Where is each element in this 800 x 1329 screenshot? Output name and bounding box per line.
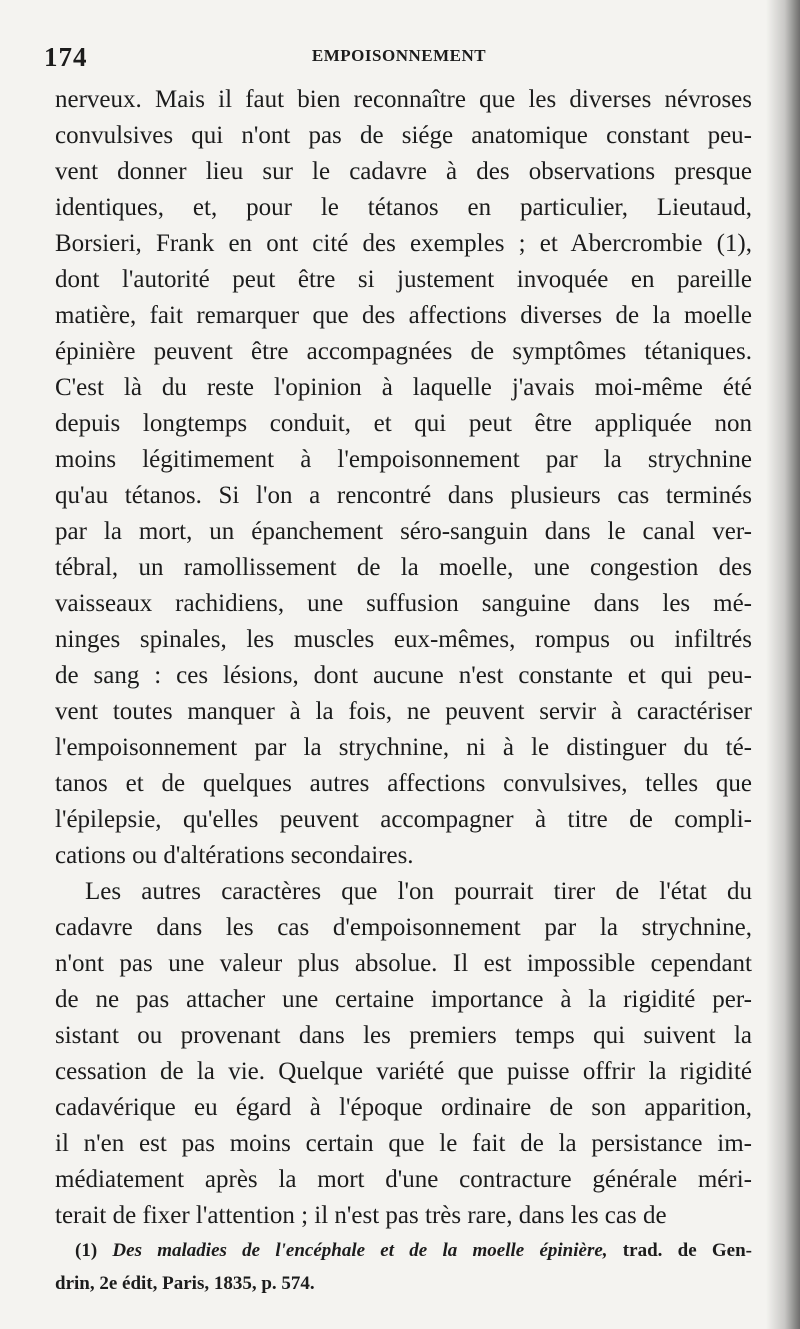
footnote-rest: trad. de Gen- [607, 1240, 752, 1261]
text-line: tébral, un ramollissement de la moelle, une congestion des [55, 554, 752, 581]
text-line: depuis longtemps conduit, et qui peut être appliquée non [55, 410, 752, 437]
text-line: C'est là du reste l'opinion à laquelle j'avais moi-même été [55, 374, 752, 401]
text-line: sistant ou provenant dans les premiers temps qui suivent la [55, 1022, 752, 1049]
text-line: Borsieri, Frank en ont cité des exemples ; et Abercrombie (1), [55, 230, 752, 257]
text-line: cessation de la vie. Quelque variété que puisse offrir la rigidité [55, 1058, 752, 1085]
text-line: vaisseaux rachidiens, une suffusion sanguine dans les mé- [55, 590, 752, 617]
text-line: par la mort, un épanchement séro-sanguin dans le canal ver- [55, 518, 752, 545]
footnote [55, 1234, 752, 1300]
text-line: cadavérique eu égard à l'époque ordinaire de son apparition, [55, 1094, 752, 1121]
text-line: Les autres caractères que l'on pourrait tirer de l'état du [85, 878, 752, 905]
text-line: ninges spinales, les muscles eux-mêmes, rompus ou infiltrés [55, 626, 752, 653]
footnote-line [55, 1234, 752, 1267]
text-line: terait de fixer l'attention ; il n'est pas très rare, dans les cas de [55, 1202, 667, 1229]
footnote-title: Des maladies de l'encéphale et de la moelle épinière, [112, 1240, 608, 1261]
text-line: matière, fait remarquer que des affections diverses de la moelle [55, 302, 752, 329]
page-header [44, 38, 754, 78]
text-line: moins légitimement à l'empoisonnement par la strychnine [55, 446, 752, 473]
footnote-marker: (1) [75, 1240, 113, 1261]
running-head: EMPOISONNEMENT [311, 46, 487, 65]
text-line: cadavre dans les cas d'empoisonnement par la strychnine, [55, 914, 752, 941]
text-line: cations ou d'altérations secondaires. [55, 842, 414, 869]
text-line: vent toutes manquer à la fois, ne peuvent servir à caractériser [55, 698, 752, 725]
text-line: nerveux. Mais il faut bien reconnaître que les diverses névroses [55, 86, 752, 113]
text-line: médiatement après la mort d'une contracture générale méri- [55, 1166, 752, 1193]
text-line: l'épilepsie, qu'elles peuvent accompagner à titre de compli- [55, 806, 752, 833]
text-line: l'empoisonnement par la strychnine, ni à le distinguer du té- [55, 734, 752, 761]
text-line: vent donner lieu sur le cadavre à des observations presque [55, 158, 752, 185]
text-line: tanos et de quelques autres affections convulsives, telles que [55, 770, 752, 797]
text-line: de sang : ces lésions, dont aucune n'est constante et qui peu- [55, 662, 752, 689]
text-line: il n'en est pas moins certain que le fait de la persistance im- [55, 1130, 752, 1157]
text-line: identiques, et, pour le tétanos en particulier, Lieutaud, [55, 194, 752, 221]
text-line: convulsives qui n'ont pas de siége anatomique constant peu- [55, 122, 752, 149]
text-line: n'ont pas une valeur plus absolue. Il est impossible cependant [55, 950, 752, 977]
footnote-line: drin, 2e édit, Paris, 1835, p. 574. [55, 1273, 315, 1294]
page-edge-shadow [766, 0, 800, 1329]
text-line: dont l'autorité peut être si justement invoquée en pareille [55, 266, 752, 293]
text-line: de ne pas attacher une certaine importance à la rigidité per- [55, 986, 752, 1013]
text-line: qu'au tétanos. Si l'on a rencontré dans plusieurs cas terminés [55, 482, 752, 509]
text-line: épinière peuvent être accompagnées de symptômes tétaniques. [55, 338, 752, 365]
body-text [55, 82, 752, 1234]
page-number: 174 [44, 42, 88, 72]
